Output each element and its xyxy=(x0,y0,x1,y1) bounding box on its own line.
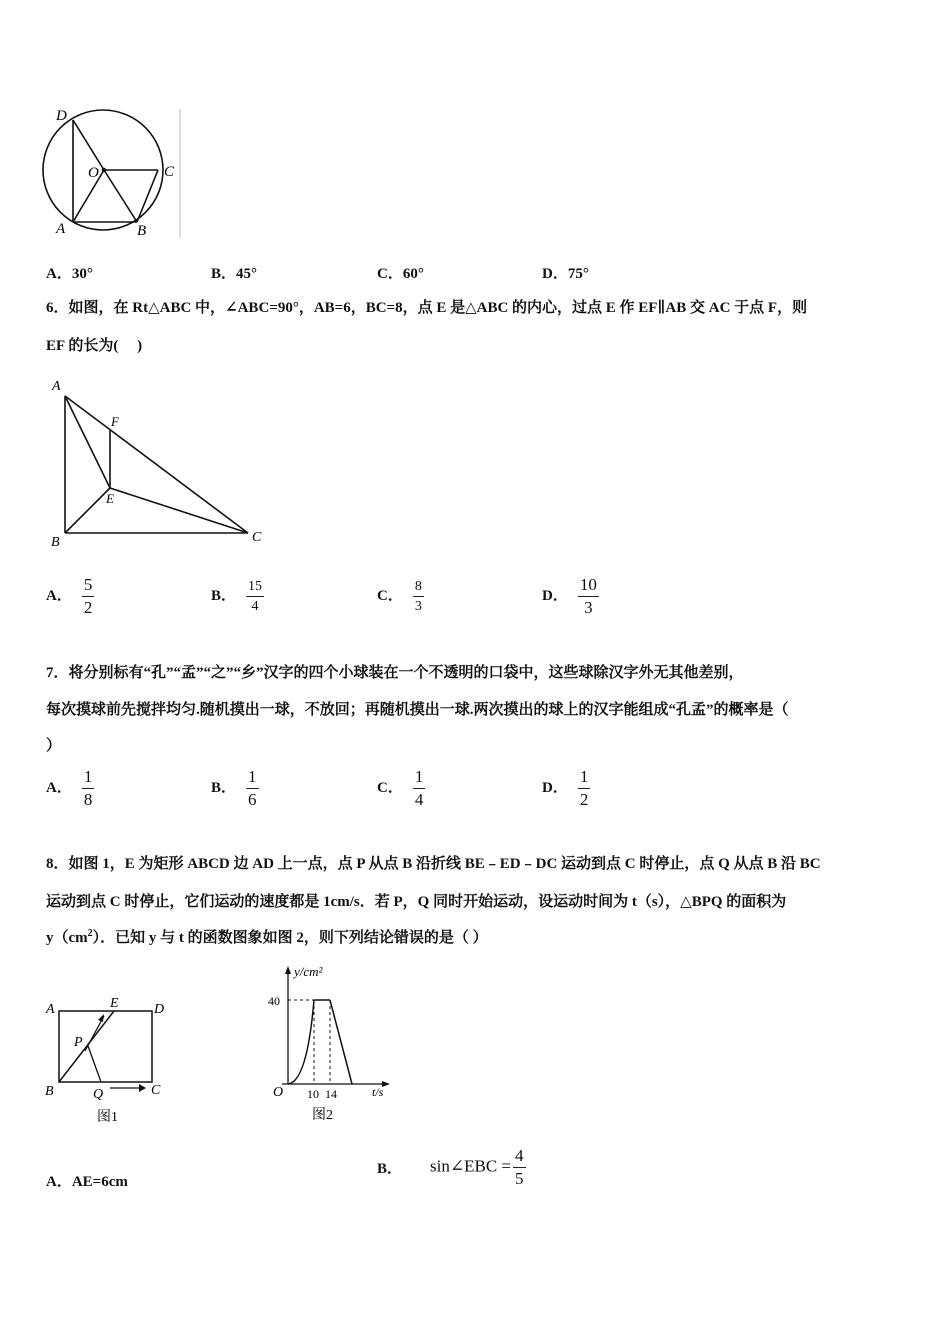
q6-text-line1: 6．如图，在 Rt△ABC 中，∠ABC=90°，AB=6，BC=8，点 E 是△ABC 的内心，过点 E 作 EF∥AB 交 AC 于点 F，则 xyxy=(46,300,808,316)
q5-circle-figure xyxy=(40,104,190,244)
q6-label-a: A xyxy=(52,379,61,394)
q8-option-b-fraction: $\frac{4}{5}$ xyxy=(515,1146,524,1188)
q8-fig2-caption: 图2 xyxy=(312,1108,333,1123)
q8-text-line3: $y(cm^2)$．已知 y 与 t 的函数图象如图 2，则下列结论错误的是（ ） xyxy=(46,928,488,946)
q8-text-line2: 运动到点 C 时停止，它们运动的速度都是 1cm/s．若 P，Q 同时开始运动，设运动时间为 t（s），△BPQ 的面积为 xyxy=(46,894,787,910)
q6-option-c-fraction: $\frac{8}{3}$ xyxy=(414,579,422,614)
q7-option-a: A． $\frac{1}{8}$ xyxy=(46,767,93,809)
q8-fig1-label-b: B xyxy=(45,1084,54,1099)
q8-text-line1: 8．如图 1，E 为矩形 ABCD 边 AD 上一点，点 P 从点 B 沿折线 BE﹣ED﹣DC 运动到点 C 时停止，点 Q 从点 B 沿 BC xyxy=(46,856,821,872)
q8-fig2-x-tick-10: 10 xyxy=(307,1087,319,1101)
q8-figure2-graph xyxy=(260,958,395,1128)
q7-option-d-fraction: $\frac{1}{2}$ xyxy=(579,767,589,809)
q7-option-c: C． $\frac{1}{4}$ xyxy=(377,767,424,809)
q6-option-d-fraction: $\frac{10}{3}$ xyxy=(579,575,597,617)
q7-option-b: B． $\frac{1}{6}$ xyxy=(211,767,257,809)
q5-option-b: B．45° xyxy=(211,266,258,282)
q8-figure1-rectangle xyxy=(42,990,177,1130)
q5-label-b: B xyxy=(137,223,147,239)
q6-label-f: F xyxy=(111,414,119,429)
q8-fig1-label-a: A xyxy=(46,1002,55,1017)
q6-label-e: E xyxy=(106,491,114,506)
q7-text-line2: 每次摸球前先搅拌均匀.随机摸出一球，不放回；再随机摸出一球.两次摸出的球上的汉字能组成“孔孟”的概率是（ xyxy=(46,702,789,718)
q5-option-c: C．60° xyxy=(377,266,424,282)
q7-text-line1: 7．将分别标有“孔”“孟”“之”“乡”汉字的四个小球装在一个不透明的口袋中，这些球除汉字外无其他差别， xyxy=(46,665,744,681)
q6-option-a: A． $\frac{5}{2}$ xyxy=(46,575,93,617)
q8-fig2-x-axis-label: t/s xyxy=(372,1085,384,1099)
q8-option-b-expression: sin∠EBC = $\frac{4}{5}$ xyxy=(430,1146,524,1188)
q7-option-c-fraction: $\frac{1}{4}$ xyxy=(414,767,424,809)
q6-label-c: C xyxy=(252,530,262,545)
q7-option-b-fraction: $\frac{1}{6}$ xyxy=(248,767,257,809)
q8-option-a: A．AE=6cm xyxy=(46,1174,128,1190)
q8-fig2-origin: O xyxy=(273,1085,284,1100)
q8-fig2-y-tick: 40 xyxy=(268,994,280,1008)
q8-fig1-label-p: P xyxy=(74,1035,83,1050)
q6-triangle-figure xyxy=(44,376,274,551)
q8-fig2-y-axis-label: y/cm² xyxy=(294,964,323,979)
q8-option-b: B． sin∠EBC = $\frac{4}{5}$ xyxy=(377,1146,524,1188)
q8-fig1-label-q: Q xyxy=(93,1087,104,1102)
q6-option-b-fraction: $\frac{15}{4}$ xyxy=(248,579,263,614)
q8-fig2-x-tick-14: 14 xyxy=(325,1087,337,1101)
q6-option-a-fraction: $\frac{5}{2}$ xyxy=(83,575,93,617)
q8-graph-curve xyxy=(288,1000,314,1084)
q5-label-a: A xyxy=(56,221,66,237)
q5-option-a: A．30° xyxy=(46,266,93,282)
q6-text-line2: EF 的长为( ) xyxy=(46,338,143,354)
q5-label-d: D xyxy=(56,108,67,124)
q6-option-b: B． $\frac{15}{4}$ xyxy=(211,579,263,614)
q8-fig1-label-c: C xyxy=(151,1083,161,1098)
q7-option-d: D． $\frac{1}{2}$ xyxy=(542,767,589,809)
q5-label-o: O xyxy=(88,165,99,181)
q5-option-d: D．75° xyxy=(542,266,589,282)
q8-fig1-label-e: E xyxy=(110,996,119,1011)
q7-text-line3: ） xyxy=(46,738,62,754)
q8-fig1-label-d: D xyxy=(154,1002,165,1017)
q5-label-c: C xyxy=(164,164,175,180)
q6-option-c: C． $\frac{8}{3}$ xyxy=(377,579,422,614)
q6-label-b: B xyxy=(51,535,60,550)
q8-fig1-caption: 图1 xyxy=(97,1110,118,1125)
q7-option-a-fraction: $\frac{1}{8}$ xyxy=(83,767,93,809)
q6-option-d: D． $\frac{10}{3}$ xyxy=(542,575,597,617)
